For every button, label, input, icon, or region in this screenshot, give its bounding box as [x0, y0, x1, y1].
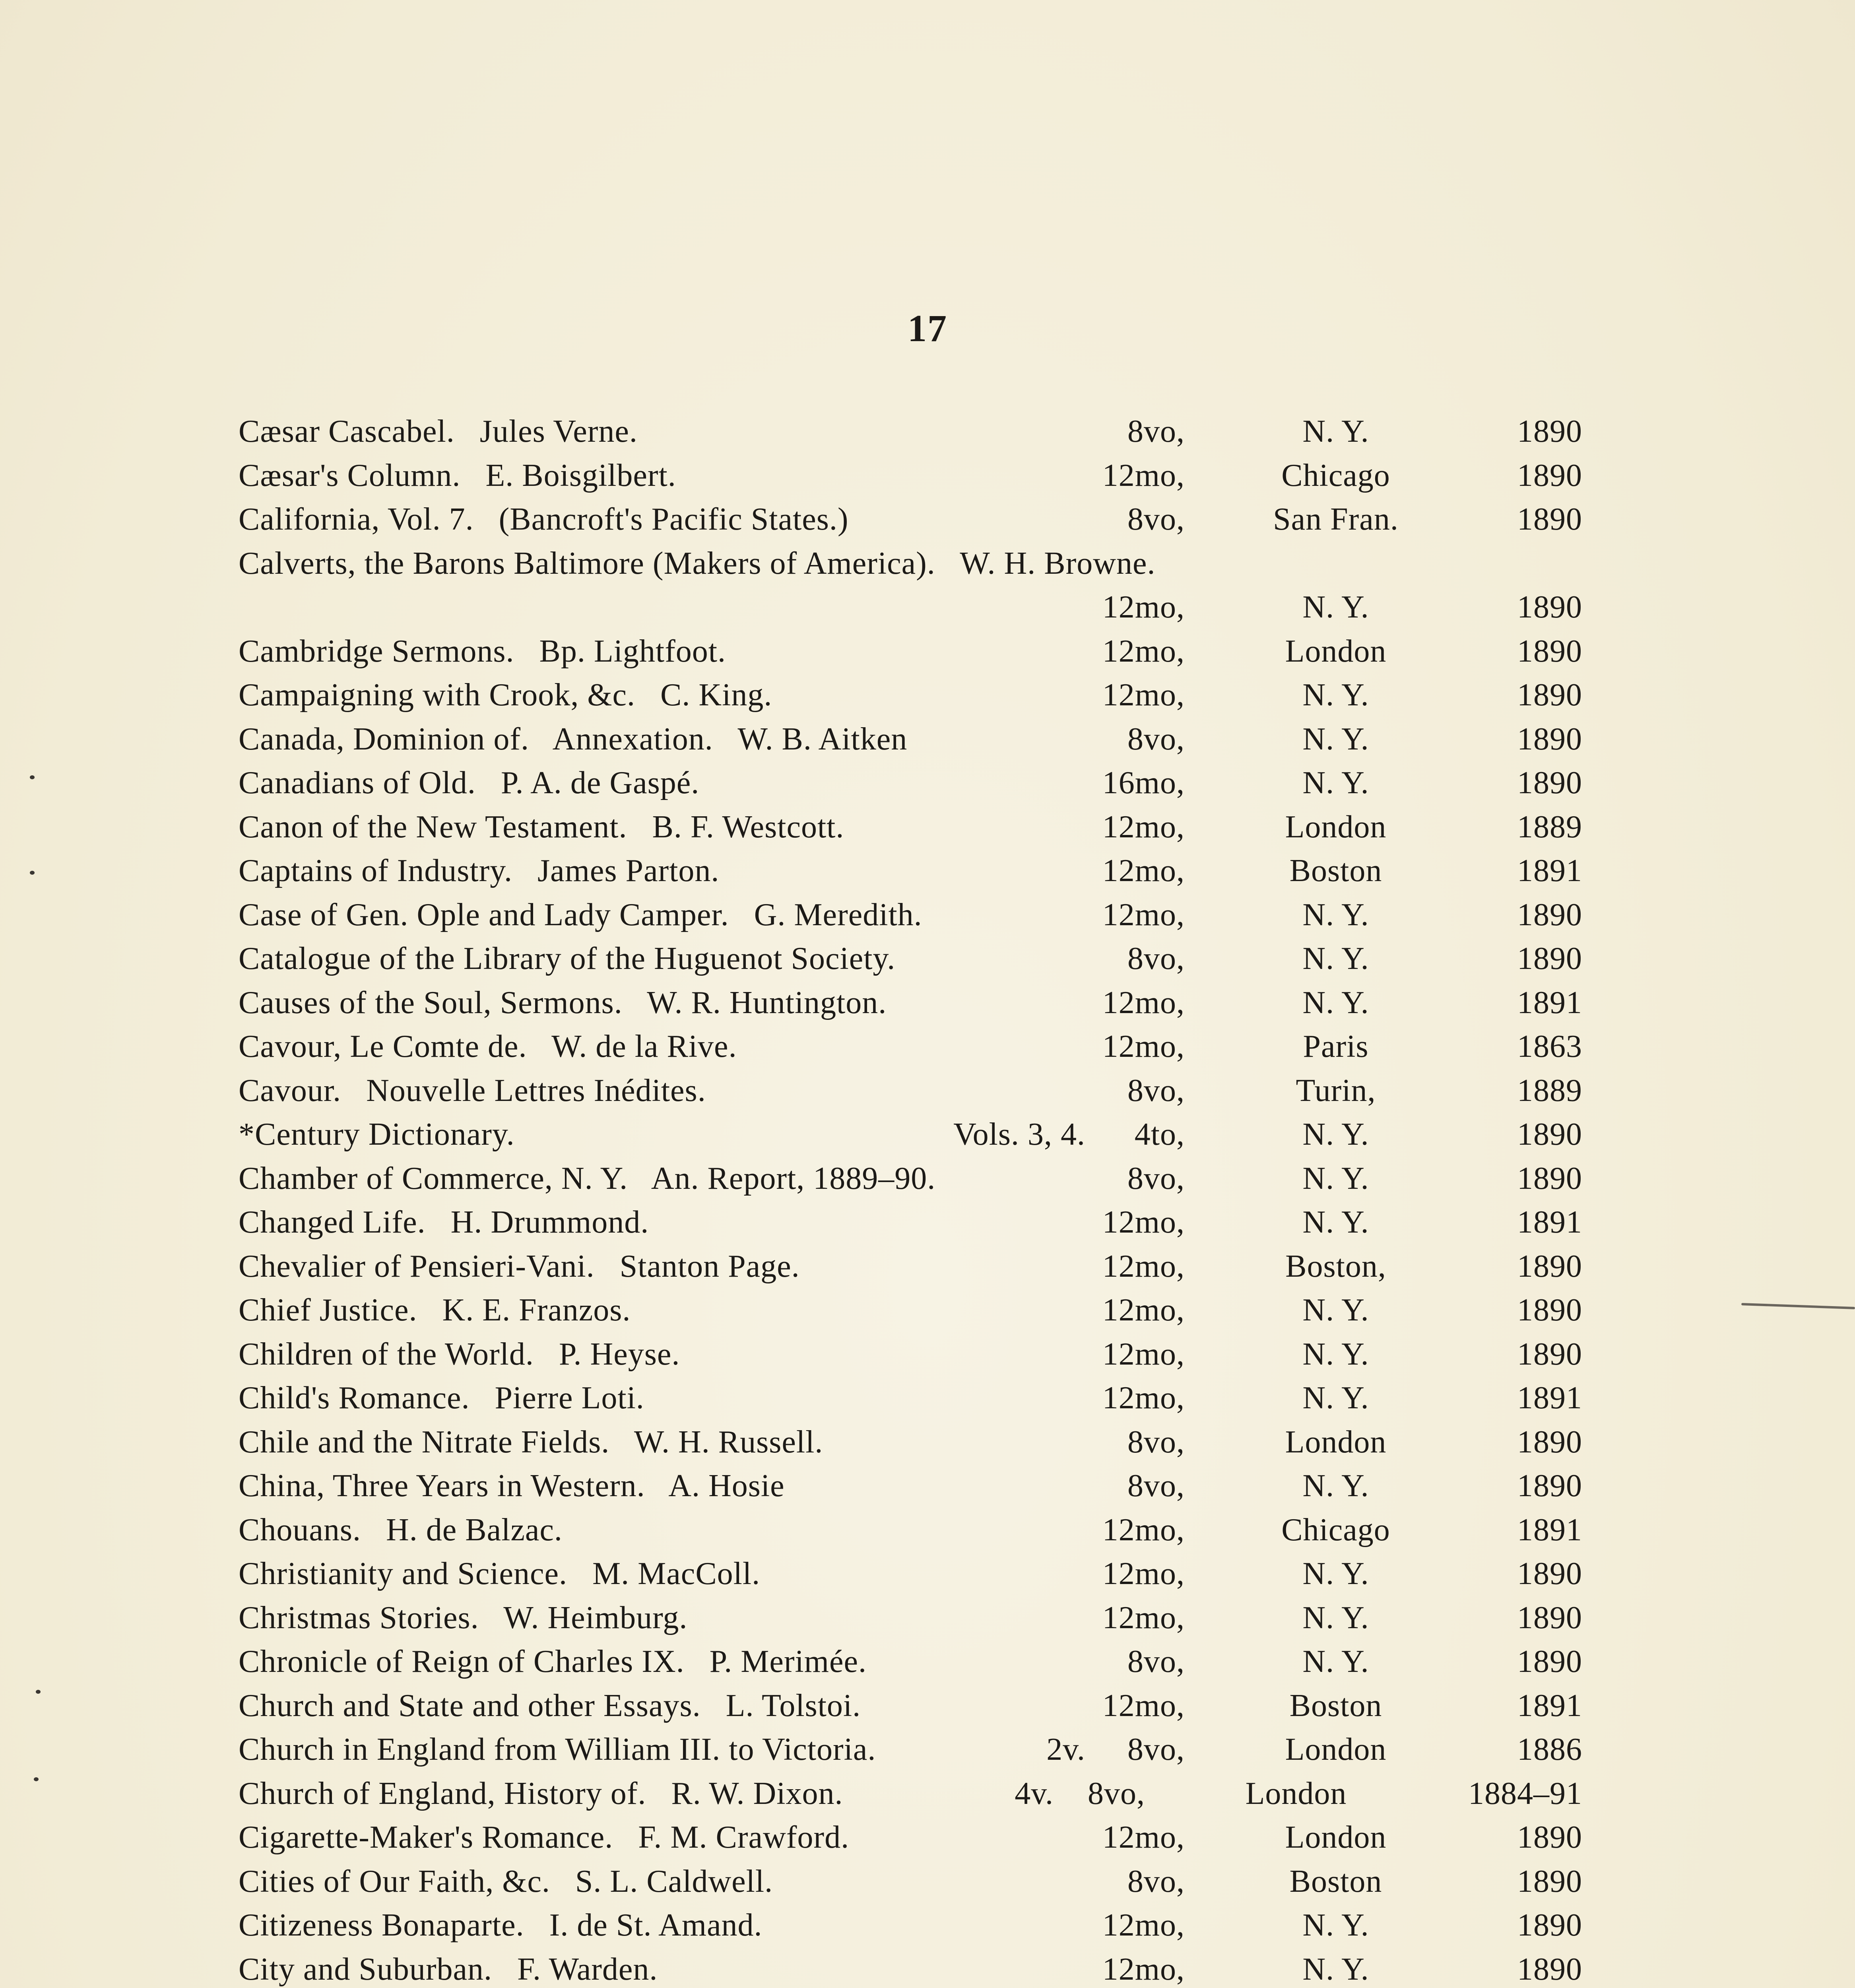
catalog-entry — [239, 1552, 1582, 1596]
entry-place: N. Y. — [1302, 1293, 1369, 1328]
entry-title: Cæsar's Column. E. Boisgilbert. — [239, 458, 676, 493]
entry-place: N. Y. — [1302, 1336, 1369, 1372]
entry-year: 1889 — [1517, 1073, 1582, 1108]
entry-format: 12mo, — [1102, 1248, 1185, 1284]
scan-stroke — [1741, 1303, 1855, 1309]
catalog-entry — [239, 1684, 1582, 1728]
catalog-entry — [239, 1332, 1582, 1376]
entry-year: 1890 — [1517, 414, 1582, 449]
entry-title: Cambridge Sermons. Bp. Lightfoot. — [239, 633, 726, 669]
catalog-entry — [239, 410, 1582, 454]
entry-place: N. Y. — [1302, 1161, 1369, 1196]
entry-format: 8vo, — [1127, 1864, 1185, 1899]
entry-place: N. Y. — [1302, 721, 1369, 757]
entry-year: 1890 — [1517, 458, 1582, 493]
catalog-entry — [239, 805, 1582, 849]
entry-format: 8vo, — [1127, 1161, 1185, 1196]
catalog-entry — [239, 1112, 1582, 1157]
entry-format: 12mo, — [1102, 633, 1185, 669]
catalog-entry — [239, 629, 1582, 674]
catalog-list — [239, 410, 1582, 1988]
entry-place: London — [1285, 633, 1387, 669]
scan-mark — [30, 871, 35, 875]
entry-year: 1891 — [1517, 1205, 1582, 1240]
catalog-entry — [239, 1815, 1582, 1860]
entry-title: *Century Dictionary. — [239, 1117, 515, 1152]
entry-title: Cæsar Cascabel. Jules Verne. — [239, 414, 638, 449]
entry-place: N. Y. — [1302, 1951, 1369, 1987]
entry-format: 8vo, — [1127, 721, 1185, 757]
entry-place: London — [1285, 1424, 1387, 1460]
entry-year: 1890 — [1517, 1556, 1582, 1591]
entry-place: Chicago — [1281, 458, 1390, 493]
entry-format: 12mo, — [1102, 985, 1185, 1020]
entry-title: Chronicle of Reign of Charles IX. P. Merimée. — [239, 1644, 867, 1679]
entry-title: Cavour. Nouvelle Lettres Inédites. — [239, 1073, 706, 1108]
entry-place: N. Y. — [1302, 590, 1369, 625]
entry-format: 8vo, — [1127, 941, 1185, 976]
catalog-entry — [239, 849, 1582, 893]
entry-year: 1891 — [1517, 853, 1582, 888]
entry-volumes: Vols. 3, 4. — [953, 1117, 1085, 1152]
entry-place: London — [1245, 1776, 1347, 1811]
entry-place: London — [1285, 1820, 1387, 1855]
entry-year: 1890 — [1517, 1336, 1582, 1372]
entry-year: 1863 — [1517, 1029, 1582, 1064]
entry-year: 1890 — [1517, 721, 1582, 757]
scan-mark — [34, 1777, 39, 1781]
entry-format: 12mo, — [1102, 1380, 1185, 1415]
catalog-entry — [239, 1244, 1582, 1289]
catalog-entry — [239, 585, 1582, 629]
entry-title: China, Three Years in Western. A. Hosie — [239, 1468, 785, 1503]
entry-place: Paris — [1303, 1029, 1369, 1064]
entry-year: 1890 — [1517, 1293, 1582, 1328]
entry-place: N. Y. — [1302, 1556, 1369, 1591]
entry-title: Child's Romance. Pierre Loti. — [239, 1380, 644, 1415]
entry-place: San Fran. — [1273, 502, 1399, 537]
entry-year: 1884–91 — [1468, 1776, 1582, 1811]
catalog-entry — [239, 1728, 1582, 1772]
entry-place: N. Y. — [1302, 897, 1369, 932]
entry-year: 1890 — [1517, 1468, 1582, 1503]
catalog-entry — [239, 1596, 1582, 1640]
entry-year: 1890 — [1517, 1864, 1582, 1899]
entry-year: 1890 — [1517, 897, 1582, 932]
entry-format: 12mo, — [1102, 1205, 1185, 1240]
entry-year: 1890 — [1517, 1248, 1582, 1284]
catalog-entry — [239, 893, 1582, 937]
catalog-entry — [239, 1772, 1582, 1816]
entry-format: 12mo, — [1102, 897, 1185, 932]
catalog-entry — [239, 1464, 1582, 1508]
entry-format: 12mo, — [1102, 1688, 1185, 1723]
entry-place: Boston — [1289, 1864, 1382, 1899]
entry-place: Chicago — [1281, 1512, 1390, 1547]
catalog-entry — [239, 1860, 1582, 1904]
catalog-entry — [239, 981, 1582, 1025]
entry-format: 8vo, — [1127, 414, 1185, 449]
entry-format: 12mo, — [1102, 1029, 1185, 1064]
entry-title: City and Suburban. F. Warden. — [239, 1951, 658, 1987]
entry-year: 1890 — [1517, 633, 1582, 669]
entry-place: N. Y. — [1302, 1205, 1369, 1240]
entry-title: Church in England from William III. to Victoria. — [239, 1732, 876, 1767]
entry-title: California, Vol. 7. (Bancroft's Pacific States.) — [239, 502, 849, 537]
entry-year: 1890 — [1517, 1644, 1582, 1679]
entry-title: Captains of Industry. James Parton. — [239, 853, 720, 888]
entry-format: 4to, — [1134, 1117, 1185, 1152]
entry-year: 1890 — [1517, 941, 1582, 976]
entry-year: 1890 — [1517, 1424, 1582, 1460]
entry-title: Chile and the Nitrate Fields. W. H. Russell. — [239, 1424, 823, 1460]
entry-title: Church of England, History of. R. W. Dixon. — [239, 1776, 843, 1811]
entry-format: 8vo, — [1127, 1732, 1185, 1767]
entry-year: 1889 — [1517, 809, 1582, 845]
entry-title: Chief Justice. K. E. Franzos. — [239, 1293, 631, 1328]
catalog-entry — [239, 1376, 1582, 1420]
entry-year: 1890 — [1517, 1951, 1582, 1987]
scan-mark — [36, 1690, 41, 1694]
entry-place: N. Y. — [1302, 1908, 1369, 1943]
entry-year: 1891 — [1517, 985, 1582, 1020]
entry-format: 12mo, — [1102, 1908, 1185, 1943]
entry-format: 8vo, — [1127, 502, 1185, 537]
entry-title: Citizeness Bonaparte. I. de St. Amand. — [239, 1908, 763, 1943]
entry-place: Turin, — [1296, 1073, 1376, 1108]
entry-year: 1891 — [1517, 1688, 1582, 1723]
entry-format: 12mo, — [1102, 1336, 1185, 1372]
entry-title: Chamber of Commerce, N. Y. An. Report, 1889–90. — [239, 1161, 936, 1196]
catalog-entry — [239, 1640, 1582, 1684]
catalog-entry — [239, 1903, 1582, 1947]
entry-title: Case of Gen. Ople and Lady Camper. G. Meredith. — [239, 897, 922, 932]
catalog-entry — [239, 1200, 1582, 1244]
entry-format: 8vo, — [1127, 1644, 1185, 1679]
entry-title: Causes of the Soul, Sermons. W. R. Huntington. — [239, 985, 887, 1020]
entry-format: 8vo, — [1088, 1776, 1145, 1811]
catalog-entry — [239, 717, 1582, 761]
entry-year: 1890 — [1517, 1600, 1582, 1635]
entry-year: 1890 — [1517, 1908, 1582, 1943]
entry-format: 8vo, — [1127, 1073, 1185, 1108]
entry-place: N. Y. — [1302, 678, 1369, 712]
entry-title: Cigarette-Maker's Romance. F. M. Crawford. — [239, 1820, 850, 1855]
page-number: 17 — [908, 307, 947, 349]
catalog-entry — [239, 1025, 1582, 1069]
entry-format: 12mo, — [1102, 458, 1185, 493]
catalog-entry — [239, 1508, 1582, 1552]
entry-place: N. Y. — [1302, 765, 1369, 800]
catalog-entry — [239, 1947, 1582, 1988]
entry-title: Changed Life. H. Drummond. — [239, 1205, 649, 1240]
entry-place: N. Y. — [1302, 1380, 1369, 1415]
entry-year: 1890 — [1517, 1161, 1582, 1196]
catalog-entry — [239, 542, 1582, 586]
entry-place: Boston — [1289, 1688, 1382, 1723]
entry-format: 12mo, — [1102, 1556, 1185, 1591]
entry-title: Canadians of Old. P. A. de Gaspé. — [239, 765, 700, 800]
entry-place: Boston — [1289, 853, 1382, 888]
entry-year: 1890 — [1517, 590, 1582, 625]
catalog-entry — [239, 454, 1582, 498]
entry-year: 1890 — [1517, 765, 1582, 800]
entry-title: Christmas Stories. W. Heimburg. — [239, 1600, 688, 1635]
entry-format: 12mo, — [1102, 1512, 1185, 1547]
entry-title: Christianity and Science. M. MacColl. — [239, 1556, 761, 1591]
entry-place: N. Y. — [1302, 941, 1369, 976]
entry-title: Church and State and other Essays. L. Tolstoi. — [239, 1688, 861, 1723]
scan-mark — [30, 775, 35, 779]
catalog-entry — [239, 1288, 1582, 1332]
entry-year: 1891 — [1517, 1512, 1582, 1547]
entry-place: London — [1285, 809, 1387, 845]
entry-title: Cities of Our Faith, &c. S. L. Caldwell. — [239, 1864, 773, 1899]
entry-place: London — [1285, 1732, 1387, 1767]
entry-title: Canon of the New Testament. B. F. Westcott. — [239, 809, 844, 845]
entry-place: Boston, — [1285, 1248, 1386, 1284]
entry-title: Children of the World. P. Heyse. — [239, 1336, 680, 1372]
entry-format: 12mo, — [1102, 1600, 1185, 1635]
catalog-entry — [239, 1069, 1582, 1113]
entry-year: 1890 — [1517, 678, 1582, 712]
entry-format: 12mo, — [1102, 678, 1185, 712]
entry-format: 12mo, — [1102, 809, 1185, 845]
entry-format: 12mo, — [1102, 1951, 1185, 1987]
entry-place: N. Y. — [1302, 1117, 1369, 1152]
entry-place: N. Y. — [1302, 1644, 1369, 1679]
entry-year: 1890 — [1517, 1117, 1582, 1152]
entry-format: 8vo, — [1127, 1424, 1185, 1460]
entry-place: N. Y. — [1302, 1468, 1369, 1503]
entry-format: 16mo, — [1102, 765, 1185, 800]
entry-place: N. Y. — [1302, 1600, 1369, 1635]
catalog-entry — [239, 673, 1582, 717]
entry-year: 1890 — [1517, 502, 1582, 537]
entry-title: Catalogue of the Library of the Huguenot Society. — [239, 941, 896, 976]
entry-volumes: 4v. — [1015, 1776, 1054, 1811]
entry-format: 12mo, — [1102, 1293, 1185, 1328]
entry-year: 1891 — [1517, 1380, 1582, 1415]
catalog-entry — [239, 497, 1582, 542]
entry-title: Calverts, the Barons Baltimore (Makers of America). W. H. Browne. — [239, 546, 1156, 581]
entry-title: Canada, Dominion of. Annexation. W. B. Aitken — [239, 721, 908, 757]
entry-title: Cavour, Le Comte de. W. de la Rive. — [239, 1029, 737, 1064]
entry-title: Chouans. H. de Balzac. — [239, 1512, 563, 1547]
entry-title: Chevalier of Pensieri-Vani. Stanton Page. — [239, 1248, 800, 1284]
entry-format: 8vo, — [1127, 1468, 1185, 1503]
entry-place: N. Y. — [1302, 414, 1369, 449]
entry-title: Campaigning with Crook, &c. C. King. — [239, 678, 772, 712]
entry-format: 12mo, — [1102, 1820, 1185, 1855]
entry-year: 1886 — [1517, 1732, 1582, 1767]
entry-place: N. Y. — [1302, 985, 1369, 1020]
catalog-entry — [239, 761, 1582, 805]
entry-volumes: 2v. — [1046, 1732, 1085, 1767]
catalog-entry — [239, 1157, 1582, 1201]
catalog-entry — [239, 937, 1582, 981]
entry-format: 12mo, — [1102, 853, 1185, 888]
catalog-entry — [239, 1420, 1582, 1464]
entry-year: 1890 — [1517, 1820, 1582, 1855]
entry-format: 12mo, — [1102, 590, 1185, 625]
